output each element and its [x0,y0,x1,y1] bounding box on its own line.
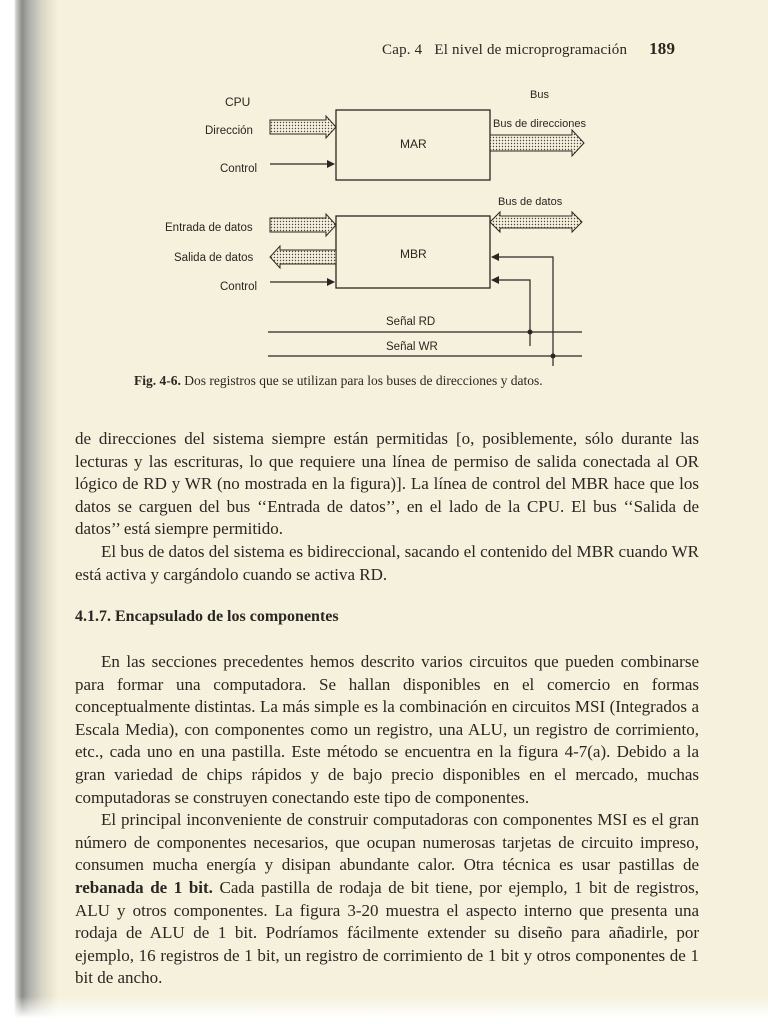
caption-label: Fig. 4-6. [134,373,181,388]
bus-direcciones-arrow [490,130,584,156]
paragraph-4-text-b: Cada pastilla de rodaja de bit tiene, por ejemplo, 1 bit de registros, ALU y otros componentes. La figura 3-20 muestra el aspecto interno que presenta una rodaja de ALU de 1 bit. Podríamos fácilmente extender su diseño para añadirle, por ejemplo, 16 registros de 1 bit, un registro de corrimiento de 1 bit y otros componentes de 1 bit de ancho. [75,877,699,988]
rd-feedback-line [492,257,553,366]
bus-label: Bus [530,89,549,101]
entrada-datos-arrow [270,214,336,236]
page-number: 189 [649,39,676,58]
salida-datos-arrow [270,246,336,268]
cpu-label: CPU [225,95,251,109]
senal-wr-label: Señal WR [386,341,438,353]
paragraph-4 [75,809,699,990]
page-header [382,39,675,59]
figure-caption [134,373,543,389]
mar-label: MAR [400,137,427,151]
bus-direcciones-label: Bus de direcciones [493,118,586,130]
direccion-label: Dirección [205,125,253,137]
bus-datos-arrow [490,212,582,232]
scan-bottom-edge [0,996,768,1024]
paragraph-4-text-a: El principal inconveniente de construir computadoras con componentes MSI es el gran número de componentes necesarios, que ocupan numerosas tarjetas de circuito impreso, consumen mucha energía y disipan abundante calor. Otra técnica es usar pastillas de [75,810,699,875]
control-label-mar: Control [220,163,258,175]
section-heading: 4.1.7. Encapsulado de los componentes [75,608,339,625]
chapter-title: El nivel de microprogramación [434,42,628,58]
control-label-mbr: Control [220,281,258,293]
entrada-datos-label: Entrada de datos [165,222,253,234]
chapter-label: Cap. 4 [382,42,423,58]
paragraph-3: En las secciones precedentes hemos descrito varios circuitos que pueden combinarse para formar una computadora. Se hallan disponibles en el comercio en formas conceptualmente distintas. La más simple es la combinación en circuitos MSI (Integrados a Escala Media), con componentes como un registro, una ALU, un registro de corrimiento, etc., cada uno en una pastilla. Este método se encuentra en la figura 4-7(a). Debido a la gran variedad de chips rápidos y de bajo precio disponibles en el mercado, muchas computadoras se construyen conectando este tipo de componentes. [75,652,699,807]
paragraph-2: El bus de datos del sistema es bidireccional, sacando el contenido del MBR cuando WR está activa y cargándolo cuando se activa RD. [75,541,699,584]
senal-rd-label: Señal RD [386,316,436,328]
wr-junction [551,354,556,359]
mbr-label: MBR [400,247,427,261]
bus-datos-label: Bus de datos [498,196,563,208]
salida-datos-label: Salida de datos [174,252,254,264]
body-block-2 [75,651,699,990]
caption-text: Dos registros que se utilizan para los buses de direcciones y datos. [184,373,543,388]
rd-junction [528,330,533,335]
direccion-arrow [270,116,336,138]
paragraph-4-bold: rebanada de 1 bit. [75,877,213,897]
scan-edge-shadow [0,0,58,1024]
body-block-1 [75,428,699,586]
wr-feedback-line [492,280,530,346]
register-diagram [150,82,610,367]
paragraph-1: de direcciones del sistema siempre están permitidas [o, posiblemente, sólo durante las lecturas y las escrituras, lo que requiere una línea de permiso de salida conectada al OR lógico de RD y WR (no mostrada en la figura)]. La línea de control del MBR hace que los datos se carguen del bus ‘‘Entrada de datos’’, en el lado de la CPU. El bus ‘‘Salida de datos’’ está siempre permitido. [75,429,699,539]
